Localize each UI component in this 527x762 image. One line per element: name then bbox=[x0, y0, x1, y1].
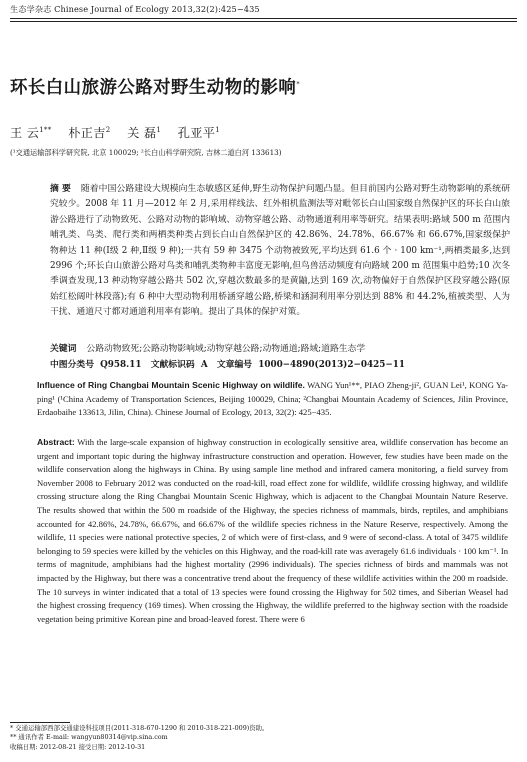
article-title bbox=[10, 73, 300, 98]
footnotes bbox=[10, 724, 268, 752]
author-name: 朴正吉 bbox=[68, 126, 106, 140]
article-no-value: 1000−4890(2013)2−0425−11 bbox=[258, 360, 405, 370]
class-label: 中图分类号 bbox=[50, 360, 94, 370]
abstract-text: 随着中国公路建设大规模向生态敏感区延伸,野生动物保护问题凸显。但目前国内公路对野生动物影响的系统研究较少。2008 年 11 月—2012 年 2 月,采用样线法、红外相机监测法等对毗邻长白山国家级自然保护区的环长白山旅游公路进行了动物致死、公路对动物的影响域、动物穿越公路、动物通道利用率等研究。结果表明:路域 500 m 范围内哺乳类、鸟类、爬行类和两栖类种类占到长白山自然保护区的 42.86%、24.78%、66.67% 和 66.67%,国家级保护物种达 11 种(Ⅰ级 2 种,Ⅱ级 9 种);一共有 59 种 3475 个动物被致死,平均达到 61.6 个 · 100 km⁻¹,两栖类最多,达到 2996 个;环长白山旅游公路对鸟类和哺乳类物种丰富度无影响,但鸟兽活动频度有向路域 200 m 范围集中趋势;10 次冬季调查发现,13 种动物穿越公路共 502 次,穿越次数最多的是黄鼬,达到 169 次,动物偏好于自然保护区段穿越公路(原始红松阔叶林段落);有 6 种中大型动物利用桥涵穿越公路,桥梁和涵洞利用率分别达到 88% 和 44.2%,植被类型、人为干扰、通道尺寸都对通道利用率有影响。提出了具体的保护对策。 bbox=[50, 184, 510, 318]
class-value: Q958.11 bbox=[100, 360, 142, 370]
english-abstract-text: With the large-scale expansion of highway construction in ecologically sensitive area, wildlife conservation has become an urgent and important topic during the highway infrastructure construction and operation. However, few studies have been made on the wildlife conservation along the highways in China. By using sample line method and infrared camera monitoring, a field survey from November 2008 to February 2012 was conducted on the road-kill, road effect zone for wildlife, wildlife crossing highway, and wildlife crossing structure along the Ring Changbai Mountain Scenic Highway, which is adjacent to the Changbai Mountain Nature Reserve. The results showed that within the 500 m roadside of the Highway, the species richness of mammals, birds, reptiles, and amphibians accounted for 42.86%, 24.78%, 66.67%, and 66.67% of the wildlife species richness in the Nature Reserve, respectively. Among the wildlife, 11 species were national protective species, 2 of which were of first-class, and 9 were of second-class. A total of 3475 wildlife belonging to 59 species were killed by the vehicles on this Highway, and the road-kill rate was averagely 61.6 individuals · 100 km⁻¹. In terms of magnitude, amphibians had the highest mortality (2996 individuals). The species richness of birds and mammals was not impacted by the Highway, but there was a concentrative trend about the frequency of these wildlife activities within the 200 m roadside. The 10 surveys in winter indicated that a total of 13 species were found crossing the Highway for 502 times, and Siberian Weasel had the highest crossing frequency (169 times). When crossing the Highway, the wildlife preferred to the highway section with the roadside vegetation being primitive Korean pine and broad-leaved forest. There were 6 bbox=[37, 437, 508, 624]
english-authors: WANG Yun¹**, PIAO Zheng-ji², GUAN Lei¹, KONG Ya-ping¹ (¹China Academy of Transportation Sciences, Beijing 100029, China; ²Changbai Mountain Academy of Sciences, Jilin Province, Erdaobaihe 133613, Jilin, China). Chinese Journal of Ecology, 2013, 32(2): 425−435. bbox=[37, 380, 508, 418]
journal-header: 生态学杂志 Chinese Journal of Ecology 2013,32(2):425−435 bbox=[10, 4, 260, 14]
keywords-label: 关键词 bbox=[50, 344, 77, 354]
article-no-label: 文章编号 bbox=[216, 360, 253, 370]
footnote-rule bbox=[10, 722, 70, 723]
doc-code-label: 文献标识码 bbox=[150, 360, 195, 370]
title-text: 环长白山旅游公路对野生动物的影响 bbox=[10, 78, 297, 98]
author-affiliation: (¹交通运输部科学研究院, 北京 100029; ²长白山科学研究院, 吉林二道白河 133613) bbox=[10, 148, 282, 157]
author-list bbox=[10, 124, 220, 141]
english-abstract-label: Abstract: bbox=[37, 437, 75, 447]
funding-footnote: * 交通运输部西部交通建设科技项目(2011-318-670-1290 和 2010-318-221-009)资助。 bbox=[10, 724, 269, 732]
title-footnote-mark: * bbox=[296, 80, 301, 89]
author-sup: 2 bbox=[105, 125, 111, 134]
header-rule-secondary bbox=[10, 21, 517, 22]
keywords-line bbox=[50, 342, 510, 357]
keywords-text: 公路动物致死;公路动物影响域;动物穿越公路;动物通道;路域;道路生态学 bbox=[86, 344, 366, 354]
abstract-label: 摘 要 bbox=[50, 184, 71, 194]
dates-footnote: 收稿日期: 2012-08-21 接受日期: 2012-10-31 bbox=[10, 742, 146, 751]
doc-code-value: A bbox=[200, 360, 208, 370]
header-rule bbox=[10, 18, 517, 19]
author-sup: 1** bbox=[39, 125, 52, 134]
english-title: Influence of Ring Changbai Mountain Scenic Highway on wildlife. bbox=[37, 380, 305, 390]
author-name: 王 云 bbox=[10, 126, 40, 140]
classification-line bbox=[50, 358, 510, 373]
author-name: 关 磊 bbox=[127, 126, 157, 140]
author-sup: 1 bbox=[215, 125, 221, 134]
english-heading bbox=[37, 379, 508, 420]
chinese-abstract bbox=[50, 182, 510, 321]
author-name: 孔亚平 bbox=[177, 126, 216, 140]
author-sup: 1 bbox=[156, 125, 162, 134]
english-abstract bbox=[37, 436, 508, 626]
corresponding-author-footnote: ** 通讯作者 E-mail: wangyun80314@vip.sina.com bbox=[10, 733, 168, 742]
